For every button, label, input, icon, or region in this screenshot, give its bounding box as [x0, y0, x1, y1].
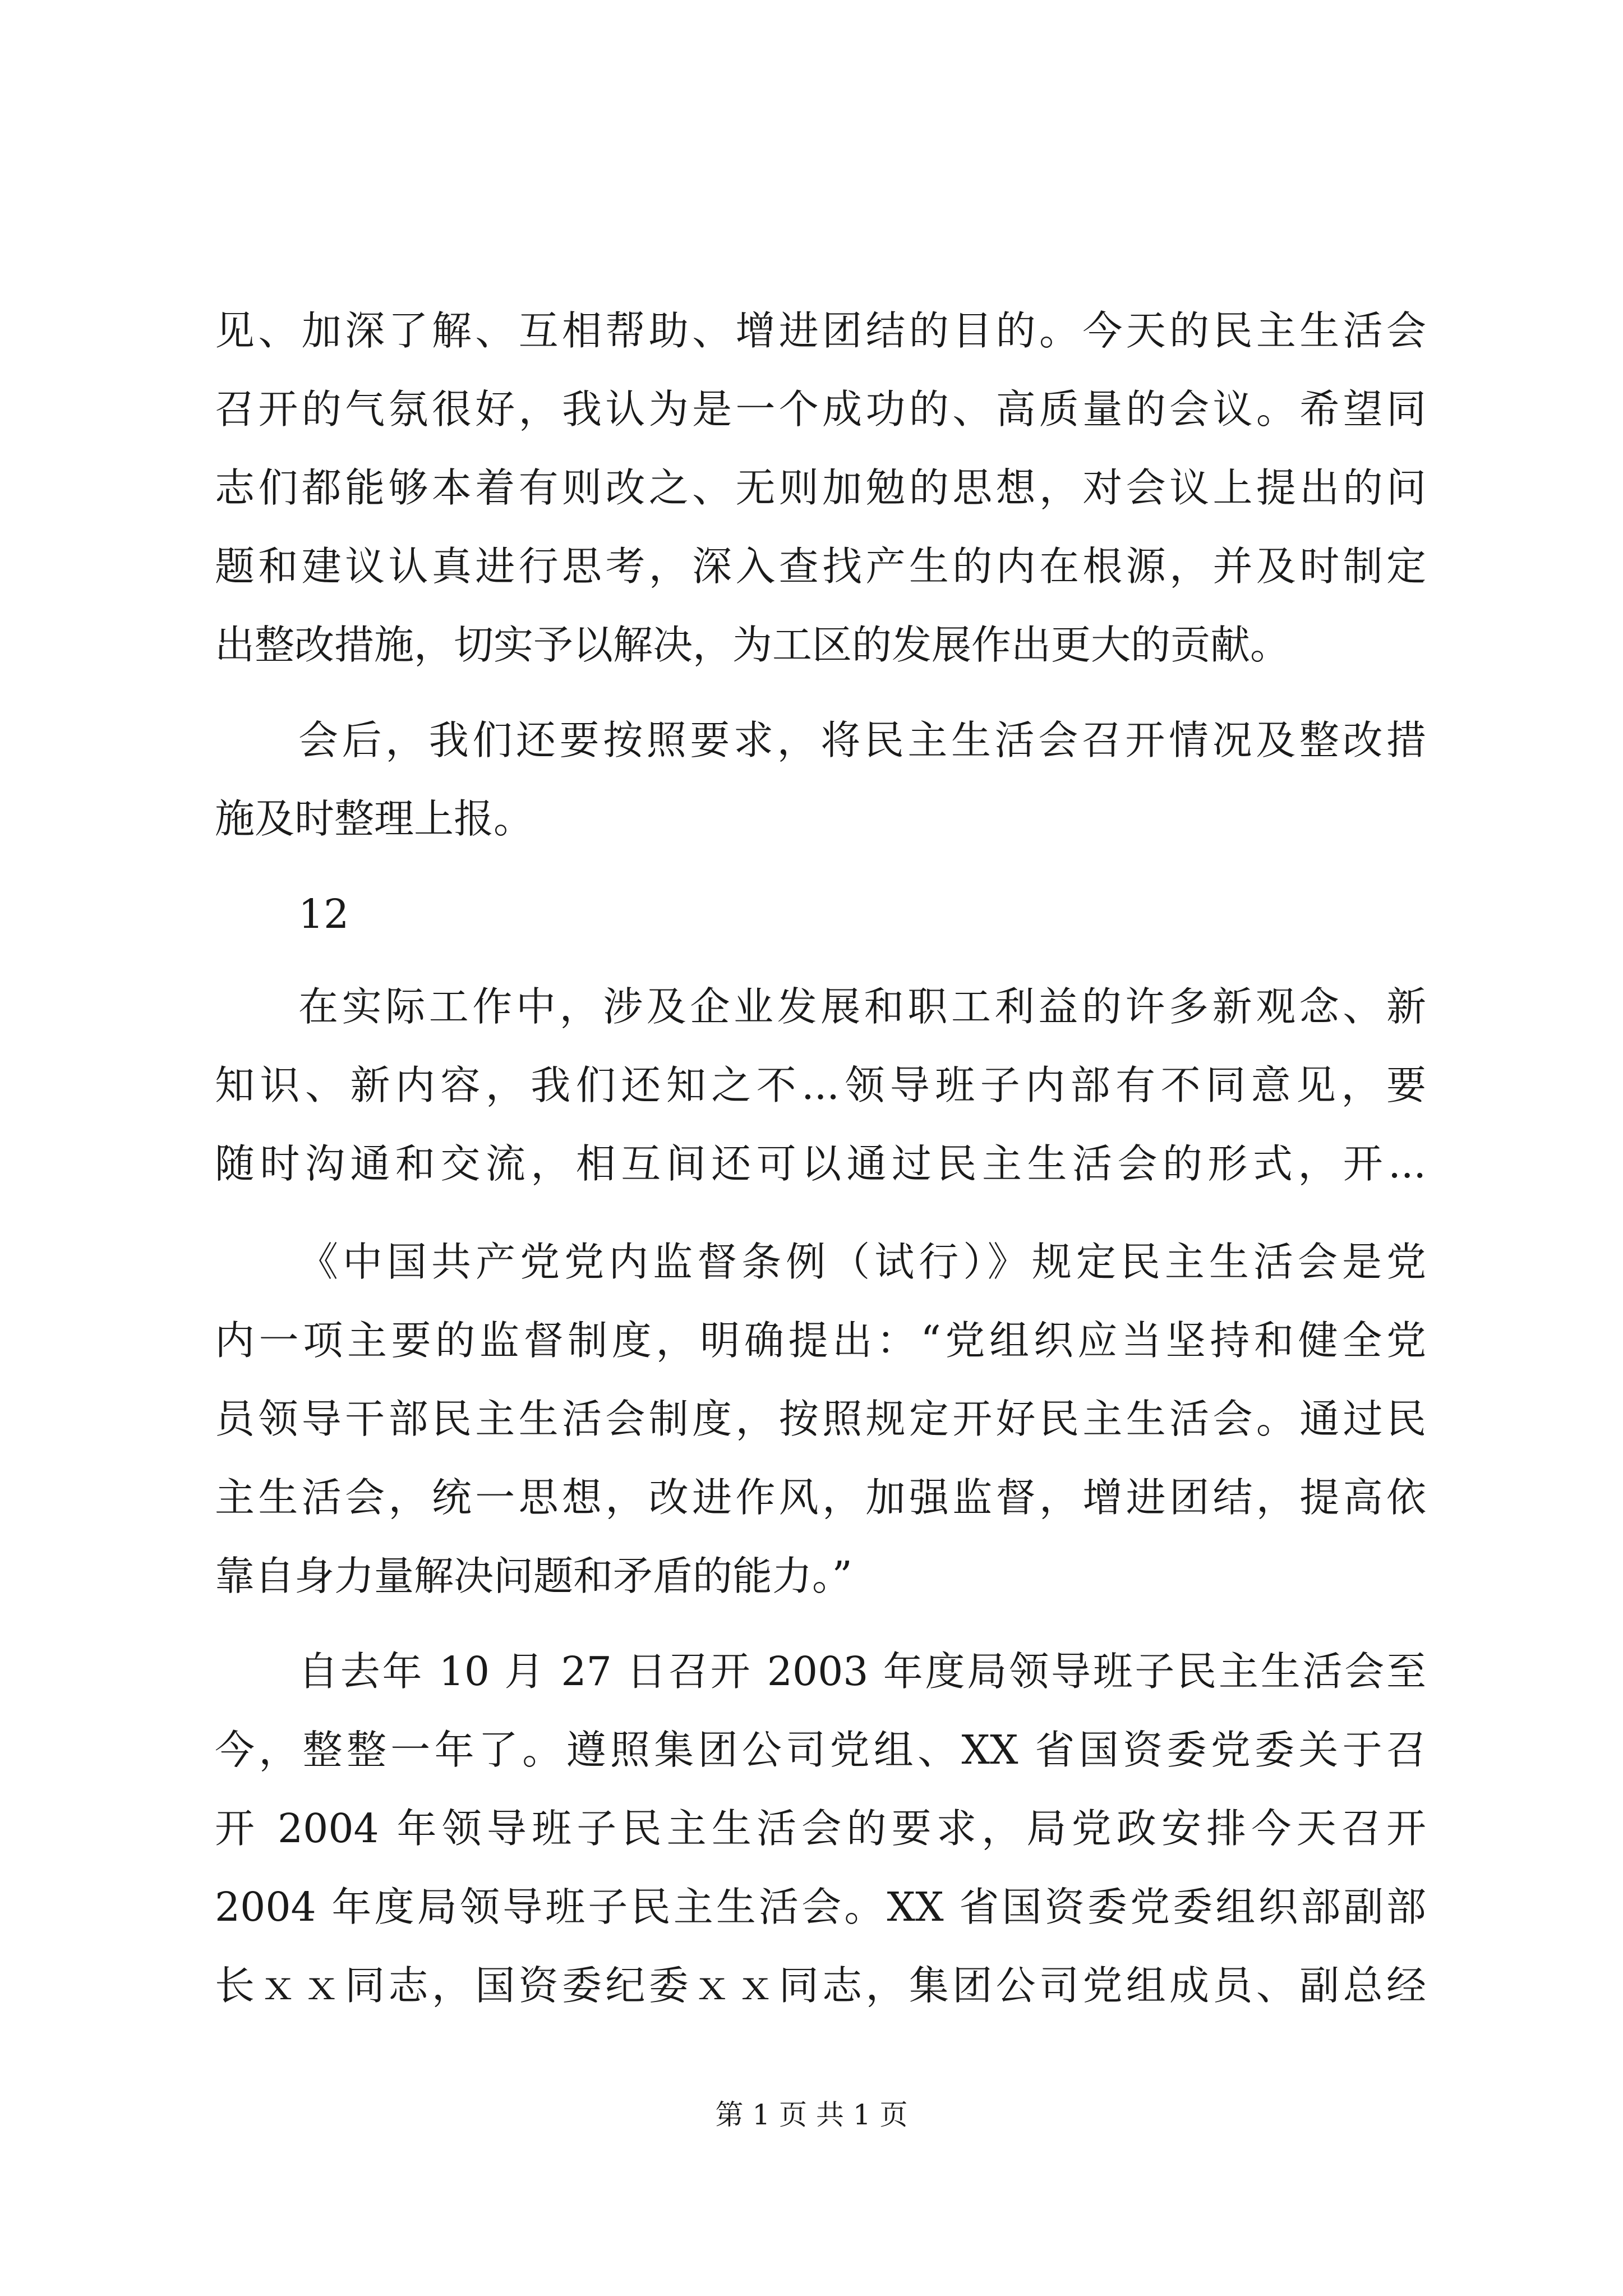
text-line: 开 2004 年领导班子民主生活会的要求，局党政安排今天召开 [215, 1805, 1426, 1852]
text-line: 今，整整一年了。遵照集团公司党组、XX 省国资委党委关于召 [215, 1727, 1426, 1773]
text-line: 知识、新内容，我们还知之不...领导班子内部有不同意见，要 [215, 1062, 1426, 1108]
text-line: 题和建议认真进行思考，深入查找产生的内在根源，并及时制定 [215, 543, 1426, 590]
text-line: 12 [298, 891, 349, 937]
text-line: 内一项主要的监督制度，明确提出：“党组织应当坚持和健全党 [215, 1317, 1426, 1364]
text-line: 随时沟通和交流，相互间还可以通过民主生活会的形式，开... [215, 1140, 1426, 1187]
text-line: 召开的气氛很好，我认为是一个成功的、高质量的会议。希望同 [215, 386, 1426, 432]
text-line: 见、加深了解、互相帮助、增进团结的目的。今天的民主生活会 [215, 307, 1426, 354]
text-line: 自去年 10 月 27 日召开 2003 年度局领导班子民主生活会至 [298, 1648, 1426, 1695]
text-line: 会后，我们还要按照要求，将民主生活会召开情况及整改措 [298, 717, 1426, 763]
text-line: 出整改措施，切实予以解决，为工区的发展作出更大的贡献。 [215, 622, 1290, 668]
text-line: 员领导干部民主生活会制度，按照规定开好民主生活会。通过民 [215, 1396, 1426, 1442]
text-line: 2004 年度局领导班子民主生活会。XX 省国资委党委组织部副部 [215, 1884, 1426, 1930]
text-line: 靠自身力量解决问题和矛盾的能力。” [215, 1553, 852, 1599]
text-line: 在实际工作中，涉及企业发展和职工利益的许多新观念、新 [298, 983, 1426, 1030]
text-line: 施及时整理上报。 [215, 795, 534, 842]
text-line: 志们都能够本着有则改之、无则加勉的思想，对会议上提出的问 [215, 464, 1426, 511]
page-footer: 第 1 页 共 1 页 [715, 2099, 908, 2131]
text-line: 长ｘｘ同志，国资委纪委ｘｘ同志，集团公司党组成员、副总经 [215, 1962, 1426, 2009]
text-line: 主生活会，统一思想，改进作风，加强监督，增进团结，提高依 [215, 1474, 1426, 1521]
text-line: 《中国共产党党内监督条例（试行）》规定民主生活会是党 [298, 1239, 1426, 1285]
